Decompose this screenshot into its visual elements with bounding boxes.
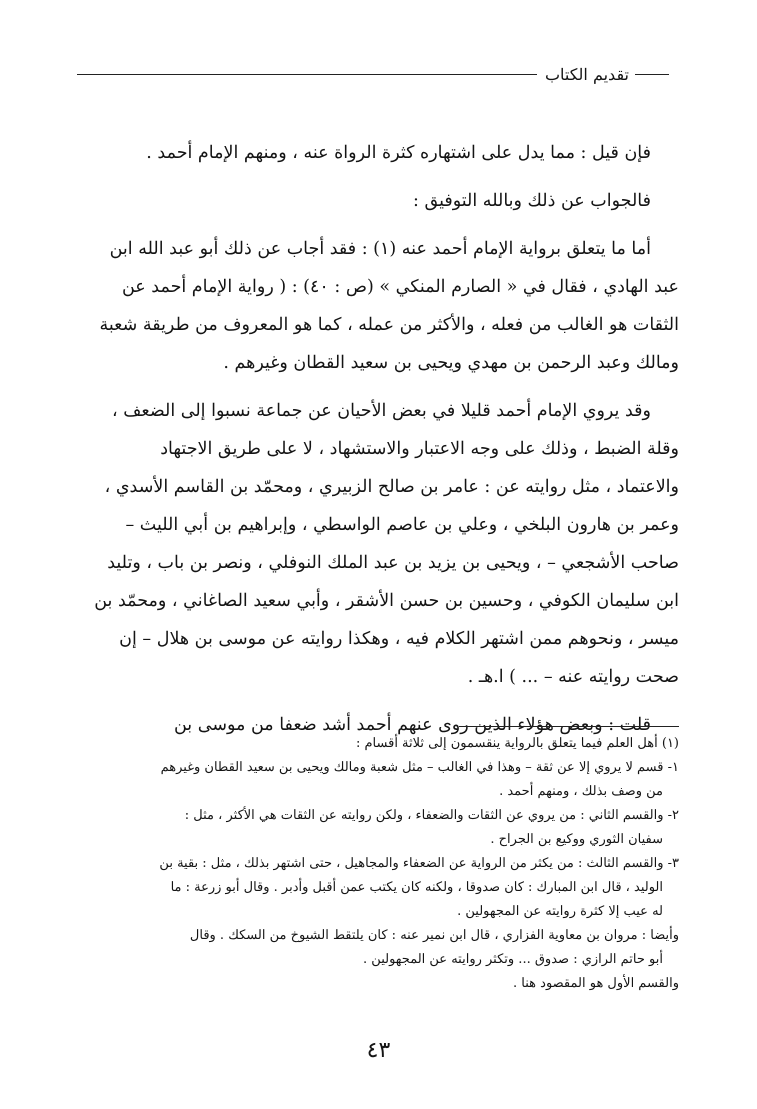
paragraph bbox=[79, 392, 679, 696]
header-dash bbox=[635, 74, 669, 75]
text-line: وعمر بن هارون البلخي ، وعلي بن عاصم الواسطي ، وإبراهيم بن أبي الليث – bbox=[125, 515, 679, 535]
running-header bbox=[77, 62, 669, 86]
main-text bbox=[79, 134, 679, 744]
text-line: فالجواب عن ذلك وبالله التوفيق : bbox=[413, 191, 651, 211]
paragraph bbox=[79, 230, 679, 382]
text-line: فإن قيل : مما يدل على اشتهاره كثرة الرواة عنه ، ومنهم الإمام أحمد . bbox=[146, 143, 651, 163]
text-line: صحت روايته عنه – ... ) ا.هـ . bbox=[467, 667, 679, 687]
footnote-line: سفيان الثوري ووكيع بن الجراح . bbox=[490, 832, 663, 847]
text-line: ابن سليمان الكوفي ، وحسين بن حسن الأشقر ، وأبي سعيد الصاغاني ، ومحمّد بن bbox=[94, 591, 679, 611]
text-line: والاعتماد ، مثل روايته عن : عامر بن صالح الزبيري ، ومحمّد بن القاسم الأسدي ، bbox=[104, 477, 679, 497]
header-title: تقديم الكتاب bbox=[544, 64, 629, 84]
footnote-line: ٣- والقسم الثالث : من يكثر من الرواية عن الضعفاء والمجاهيل ، حتى اشتهر بذلك ، مثل : بقية بن bbox=[159, 856, 679, 871]
text-line: وقد يروي الإمام أحمد قليلا في بعض الأحيان عن جماعة نسبوا إلى الضعف ، bbox=[112, 401, 651, 421]
footnote-line: الوليد ، قال ابن المبارك : كان صدوقا ، ولكنه كان يكتب عمن أقبل وأدبر . وقال أبو زرعة : ما bbox=[170, 880, 663, 895]
footnote-line: ٢- والقسم الثاني : من يروي عن الثقات والضعفاء ، ولكن روايته عن الثقات هي الأكثر ، مثل : bbox=[184, 808, 679, 823]
footnote-line: ١- قسم لا يروي إلا عن ثقة – وهذا في الغالب – مثل شعبة ومالك ويحيى بن سعيد القطان وغيرهم bbox=[160, 760, 679, 775]
text-line: أما ما يتعلق برواية الإمام أحمد عنه (١) : فقد أجاب عن ذلك أبو عبد الله ابن bbox=[109, 239, 651, 259]
text-line: صاحب الأشجعي – ، ويحيى بن يزيد بن عبد الملك النوفلي ، ونصر بن باب ، وتليد bbox=[107, 553, 679, 573]
footnote-line: والقسم الأول هو المقصود هنا . bbox=[513, 976, 679, 991]
footnote-line: من وصف بذلك ، ومنهم أحمد . bbox=[499, 784, 663, 799]
text-line: قلت : وبعض هؤلاء الذين روى عنهم أحمد أشد ضعفا من موسى بن bbox=[173, 715, 651, 735]
footnote-line: وأيضا : مروان بن معاوية الفزاري ، قال ابن نمير عنه : كان يلتقط الشيوخ من السكك . وقال bbox=[189, 928, 679, 943]
footnote-line: أبو حاتم الرازي : صدوق ... وتكثر روايته عن المجهولين . bbox=[363, 952, 663, 967]
header-rule bbox=[77, 74, 537, 75]
footnote-line: له عيب إلا كثرة روايته عن المجهولين . bbox=[457, 904, 663, 919]
text-line: ميسر ، ونحوهم ممن اشتهر الكلام فيه ، وهكذا روايته عن موسى بن هلال – إن bbox=[119, 629, 679, 649]
text-line: ومالك وعبد الرحمن بن مهدي ويحيى بن سعيد القطان وغيرهم . bbox=[223, 353, 679, 373]
paragraph bbox=[79, 182, 679, 220]
text-line: الثقات هو الغالب من فعله ، والأكثر من عمله ، كما هو المعروف من طريقة شعبة bbox=[99, 315, 679, 335]
footnote-separator bbox=[459, 726, 679, 727]
page-number: ٤٣ bbox=[366, 1038, 391, 1063]
footnotes bbox=[79, 732, 679, 996]
footnote-line: (١) أهل العلم فيما يتعلق بالرواية ينقسمون إلى ثلاثة أقسام : bbox=[355, 736, 679, 751]
text-line: وقلة الضبط ، وذلك على وجه الاعتبار والاستشهاد ، لا على طريق الاجتهاد bbox=[160, 439, 679, 459]
text-line: عبد الهادي ، فقال في « الصارم المنكي » (ص : ٤٠) : ( رواية الإمام أحمد عن bbox=[121, 277, 679, 297]
paragraph bbox=[79, 134, 679, 172]
